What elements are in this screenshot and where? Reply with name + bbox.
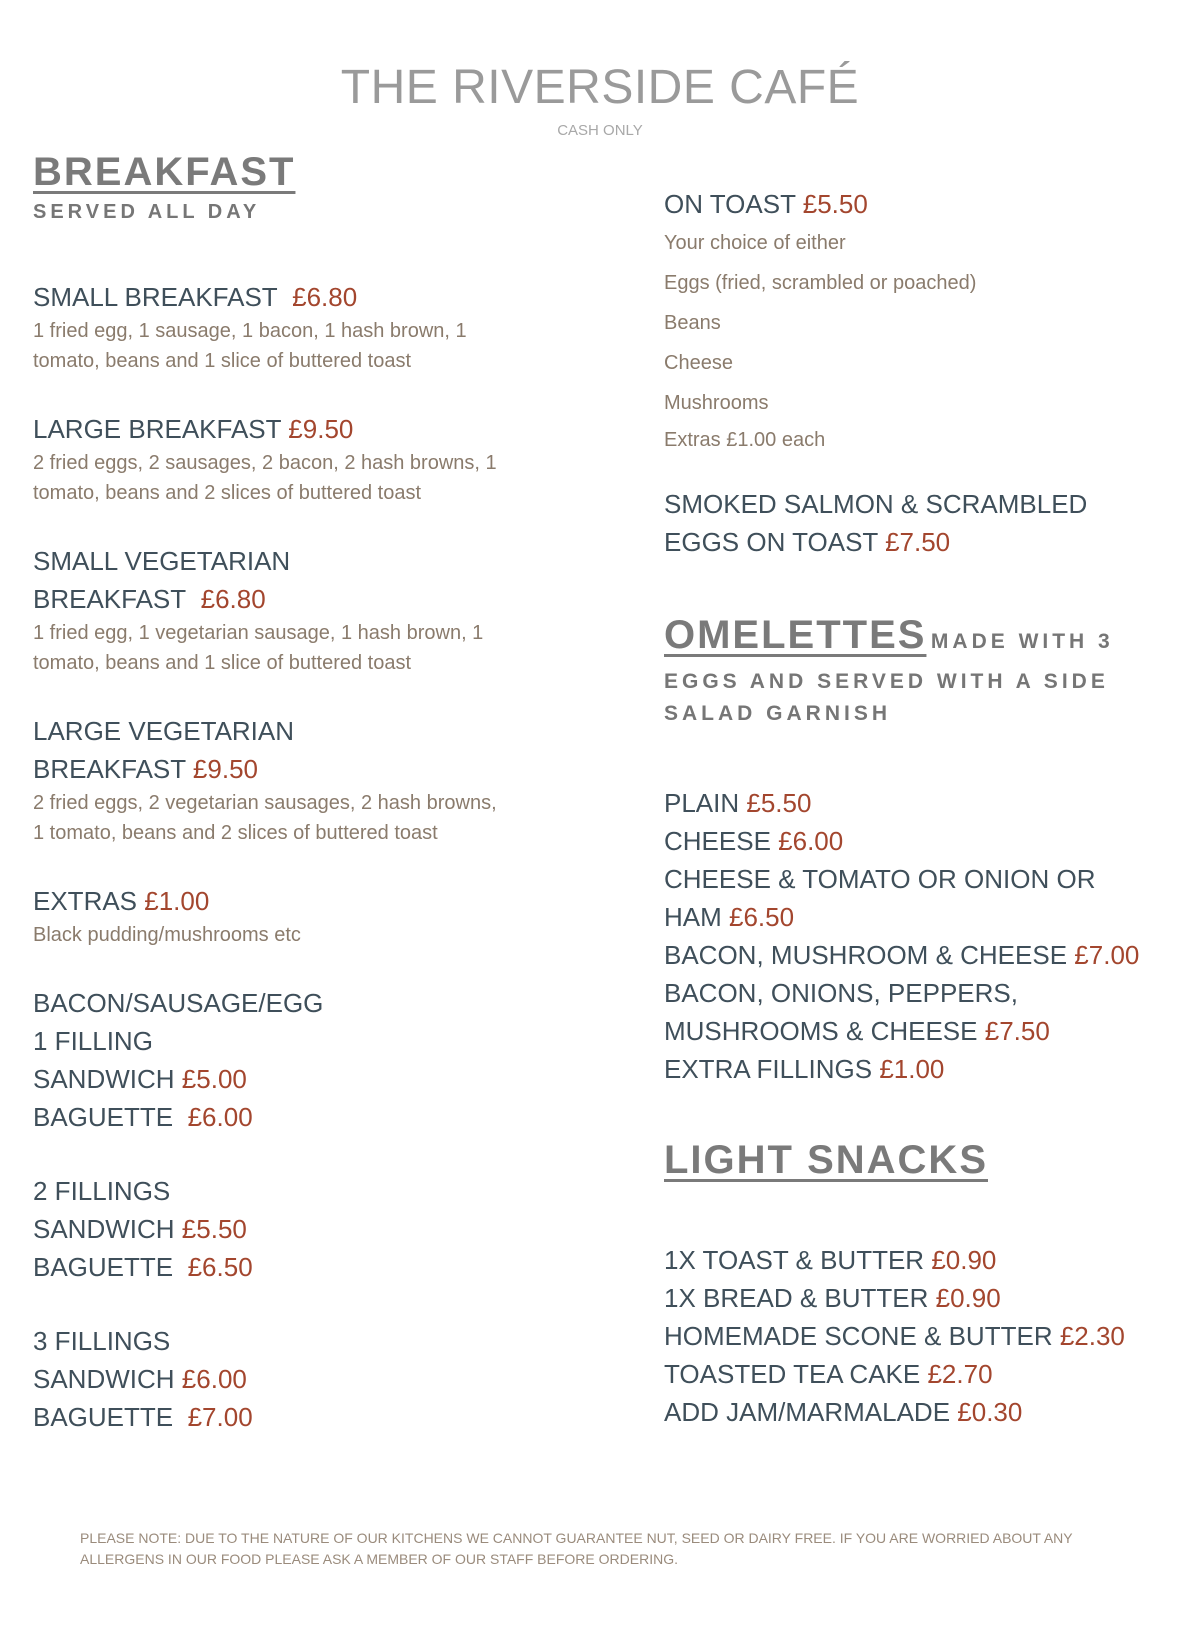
item-name: SMALL VEGETARIAN bbox=[33, 546, 291, 576]
toast-option: Eggs (fried, scrambled or poached) bbox=[664, 272, 977, 294]
item-name: CHEESE & TOMATO OR ONION OR bbox=[664, 864, 1096, 894]
item-name: SMOKED SALMON & SCRAMBLED bbox=[664, 489, 1088, 519]
fillings-title: BACON/SAUSAGE/EGG bbox=[33, 988, 324, 1018]
menu-item-small-vegetarian-breakfast bbox=[33, 542, 593, 678]
breakfast-heading: BREAKFAST bbox=[33, 150, 296, 194]
item-desc: 1 fried egg, 1 vegetarian sausage, 1 hash brown, 1 bbox=[33, 622, 484, 644]
item-price: £0.30 bbox=[957, 1397, 1023, 1427]
item-name: 1X TOAST & BUTTER bbox=[664, 1245, 925, 1275]
item-name: EGGS ON TOAST bbox=[664, 527, 878, 557]
cafe-title: THE RIVERSIDE CAFÉ bbox=[340, 61, 860, 114]
item-price: £2.70 bbox=[927, 1359, 993, 1389]
item-price: £7.00 bbox=[187, 1402, 253, 1432]
item-name: EXTRA FILLINGS bbox=[664, 1054, 873, 1084]
menu-item-small-breakfast bbox=[33, 278, 593, 376]
item-name: SANDWICH bbox=[33, 1214, 175, 1244]
item-desc: 2 fried eggs, 2 vegetarian sausages, 2 hash browns, bbox=[33, 792, 497, 814]
menu-item-on-toast bbox=[664, 185, 1164, 457]
item-price: £2.30 bbox=[1059, 1321, 1125, 1351]
item-name: CHEESE bbox=[664, 826, 771, 856]
item-price: £9.50 bbox=[288, 414, 354, 444]
fillings-label: 1 FILLING bbox=[33, 1026, 153, 1056]
item-name: ON TOAST bbox=[664, 189, 796, 219]
item-name: BREAKFAST bbox=[33, 754, 186, 784]
item-price: £0.90 bbox=[931, 1245, 997, 1275]
item-price: £6.00 bbox=[778, 826, 844, 856]
light-snacks-section bbox=[664, 1138, 1164, 1431]
item-price: £5.00 bbox=[181, 1064, 247, 1094]
item-price: £7.00 bbox=[1074, 940, 1140, 970]
fillings-label: 2 FILLINGS bbox=[33, 1176, 171, 1206]
light-snacks-heading: LIGHT SNACKS bbox=[664, 1138, 988, 1182]
omelettes-section bbox=[664, 613, 1164, 1088]
item-name: SANDWICH bbox=[33, 1064, 175, 1094]
fillings-label: 3 FILLINGS bbox=[33, 1326, 171, 1356]
item-name: HOMEMADE SCONE & BUTTER bbox=[664, 1321, 1053, 1351]
item-price: £6.80 bbox=[292, 282, 358, 312]
item-name: SMALL BREAKFAST bbox=[33, 282, 278, 312]
item-name: TOASTED TEA CAKE bbox=[664, 1359, 921, 1389]
item-name: SANDWICH bbox=[33, 1364, 175, 1394]
item-desc: tomato, beans and 1 slice of buttered toast bbox=[33, 652, 412, 674]
fillings-group bbox=[33, 984, 593, 1136]
right-column bbox=[664, 185, 1164, 1431]
item-name: PLAIN bbox=[664, 788, 740, 818]
item-name: MUSHROOMS & CHEESE bbox=[664, 1016, 978, 1046]
breakfast-subheading: SERVED ALL DAY bbox=[33, 201, 261, 223]
item-desc: Black pudding/mushrooms etc bbox=[33, 924, 301, 946]
item-price: £5.50 bbox=[802, 189, 868, 219]
item-price: £5.50 bbox=[746, 788, 812, 818]
item-name: ADD JAM/MARMALADE bbox=[664, 1397, 951, 1427]
toast-option: Mushrooms bbox=[664, 392, 769, 414]
fillings-group bbox=[33, 1172, 593, 1286]
item-price: £6.50 bbox=[729, 902, 795, 932]
item-price: £6.00 bbox=[187, 1102, 253, 1132]
item-price: £6.80 bbox=[200, 584, 266, 614]
item-price: £7.50 bbox=[984, 1016, 1050, 1046]
fillings-group bbox=[33, 1322, 593, 1436]
allergen-note bbox=[80, 1528, 1140, 1570]
item-price: £1.00 bbox=[144, 886, 210, 916]
menu-item-extras bbox=[33, 882, 593, 950]
omelettes-subheading: SALAD GARNISH bbox=[664, 702, 892, 725]
item-desc: 2 fried eggs, 2 sausages, 2 bacon, 2 hash browns, 1 bbox=[33, 452, 497, 474]
menu-item-smoked-salmon bbox=[664, 485, 1164, 561]
menu-item-large-vegetarian-breakfast bbox=[33, 712, 593, 848]
menu-item-large-breakfast bbox=[33, 410, 593, 508]
item-price: £7.50 bbox=[885, 527, 951, 557]
left-column bbox=[33, 150, 593, 1436]
toast-extras: Extras £1.00 each bbox=[664, 429, 826, 451]
item-name: LARGE VEGETARIAN bbox=[33, 716, 295, 746]
item-name: EXTRAS bbox=[33, 886, 138, 916]
omelettes-subheading: MADE WITH 3 bbox=[930, 630, 1114, 653]
item-desc: 1 fried egg, 1 sausage, 1 bacon, 1 hash brown, 1 bbox=[33, 320, 467, 342]
item-price: £6.50 bbox=[187, 1252, 253, 1282]
item-price: £0.90 bbox=[935, 1283, 1001, 1313]
item-price: £1.00 bbox=[879, 1054, 945, 1084]
item-price: £6.00 bbox=[181, 1364, 247, 1394]
item-price: £9.50 bbox=[192, 754, 258, 784]
item-name: 1X BREAD & BUTTER bbox=[664, 1283, 929, 1313]
item-desc: tomato, beans and 2 slices of buttered toast bbox=[33, 482, 422, 504]
item-name: BACON, MUSHROOM & CHEESE bbox=[664, 940, 1068, 970]
toast-option: Beans bbox=[664, 312, 721, 334]
toast-option: Cheese bbox=[664, 352, 733, 374]
omelettes-subheading: EGGS AND SERVED WITH A SIDE bbox=[664, 670, 1109, 693]
item-price: £5.50 bbox=[181, 1214, 247, 1244]
item-name: LARGE BREAKFAST bbox=[33, 414, 282, 444]
omelettes-heading: OMELETTES bbox=[664, 613, 927, 657]
item-desc: 1 tomato, beans and 2 slices of buttered toast bbox=[33, 822, 438, 844]
allergen-note-line: ALLERGENS IN OUR FOOD PLEASE ASK A MEMBER OF OUR STAFF BEFORE ORDERING. bbox=[80, 1551, 678, 1567]
item-name: BREAKFAST bbox=[33, 584, 187, 614]
item-name: BAGUETTE bbox=[33, 1252, 174, 1282]
item-name: BAGUETTE bbox=[33, 1102, 174, 1132]
item-name: HAM bbox=[664, 902, 722, 932]
item-desc: Your choice of either bbox=[664, 232, 846, 254]
allergen-note-line: PLEASE NOTE: DUE TO THE NATURE OF OUR KITCHENS WE CANNOT GUARANTEE NUT, SEED OR DAIRY FREE. IF YOU ARE WORRIED ABOUT ANY bbox=[80, 1530, 1073, 1546]
item-name: BACON, ONIONS, PEPPERS, bbox=[664, 978, 1018, 1008]
item-desc: tomato, beans and 1 slice of buttered toast bbox=[33, 350, 412, 372]
cash-only-note: CASH ONLY bbox=[557, 122, 643, 139]
item-name: BAGUETTE bbox=[33, 1402, 174, 1432]
